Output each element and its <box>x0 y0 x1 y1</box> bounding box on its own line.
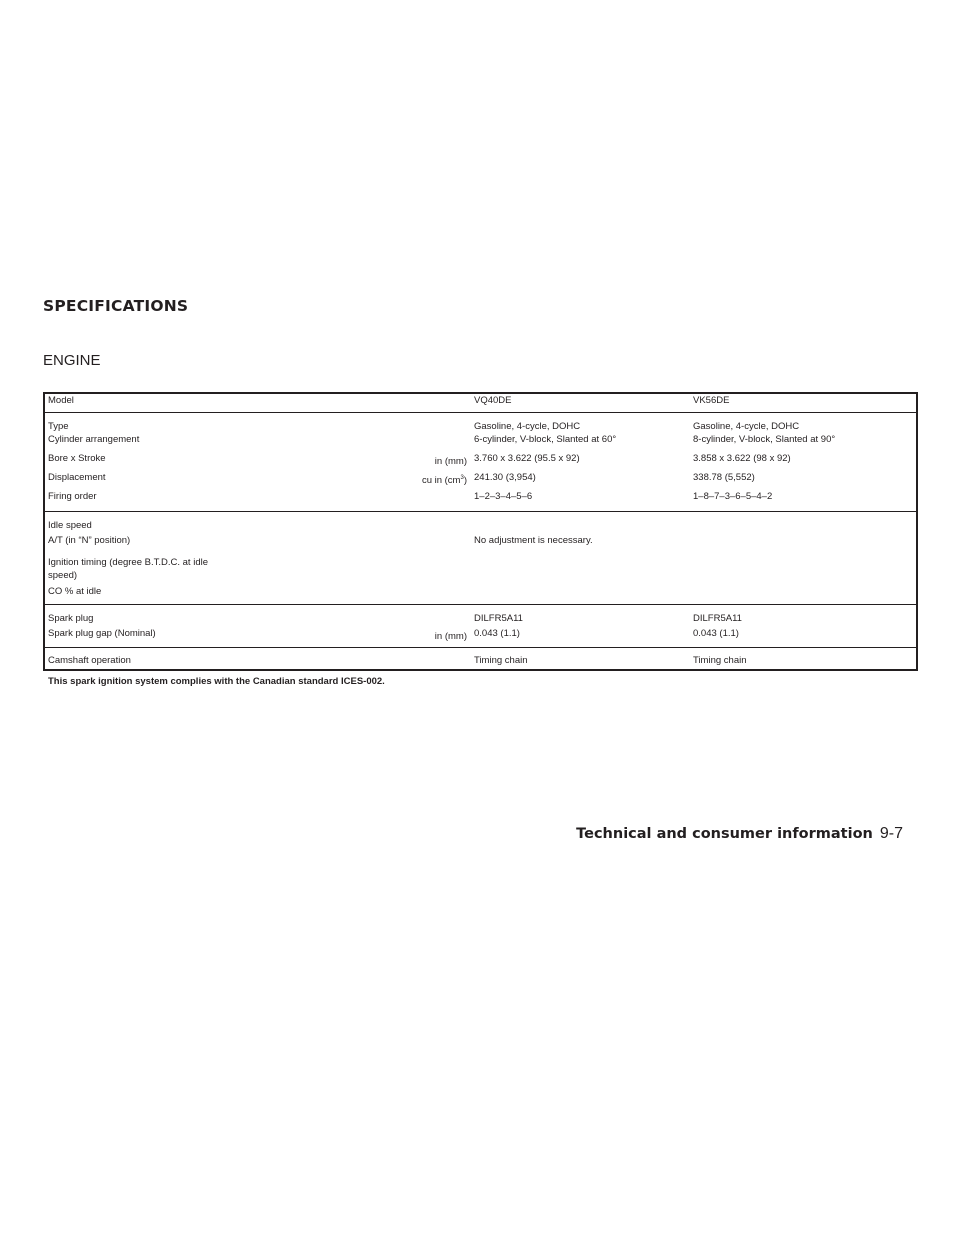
footnote: This spark ignition system complies with the Canadian standard ICES-002. <box>48 676 385 687</box>
row-col1: Timing chain <box>471 648 690 670</box>
row-col1: DILFR5A11 <box>471 605 690 627</box>
row-col2: Gasoline, 4-cycle, DOHC <box>690 412 917 433</box>
row-col1: No adjustment is necessary. <box>474 534 593 546</box>
table-row <box>44 648 917 670</box>
section-title: SPECIFICATIONS <box>43 297 189 315</box>
row-col2: DILFR5A11 <box>690 605 917 627</box>
row-unit: in (mm) <box>434 455 467 467</box>
row-label: Spark plug gap (Nominal) <box>48 627 156 639</box>
row-col1: 3.760 x 3.622 (95.5 x 92) <box>474 452 580 464</box>
header-col1: VQ40DE <box>474 395 512 406</box>
row-unit: in (mm) <box>434 630 467 642</box>
table-row <box>44 433 917 452</box>
subsection-title: ENGINE <box>43 352 101 369</box>
row-col1: Gasoline, 4-cycle, DOHC <box>471 412 690 433</box>
header-col2: VK56DE <box>693 395 730 406</box>
row-unit: cu in $(cm^3)$ <box>421 474 467 486</box>
row-label: Ignition timing (degree B.T.D.C. at idle speed) <box>48 556 208 581</box>
row-col2: Timing chain <box>690 648 917 670</box>
chapter-title: Technical and consumer information <box>576 826 873 842</box>
table-row <box>44 585 917 605</box>
row-col2: 8-cylinder, V-block, Slanted at 90° <box>693 433 836 445</box>
row-label: Spark plug <box>48 613 94 624</box>
table-row <box>44 553 917 585</box>
table-header-row <box>44 393 917 412</box>
row-col2: 3.858 x 3.622 (98 x 92) <box>693 452 791 464</box>
row-col2: 0.043 (1.1) <box>693 627 739 639</box>
table-row <box>44 490 917 512</box>
table-row <box>44 512 917 534</box>
table-row <box>44 452 917 471</box>
row-label: A/T (in “N” position) <box>48 534 131 546</box>
page-footer <box>576 825 903 843</box>
row-label: Idle speed <box>48 520 92 531</box>
row-label: Firing order <box>48 490 97 502</box>
row-col1: 0.043 (1.1) <box>474 627 520 639</box>
row-label: Displacement <box>48 471 106 483</box>
page-number: 9-7 <box>879 825 903 842</box>
row-label: Camshaft operation <box>48 655 131 666</box>
table-row <box>44 412 917 433</box>
table-row <box>44 627 917 648</box>
row-col1: 6-cylinder, V-block, Slanted at 60° <box>474 433 617 445</box>
table-row <box>44 471 917 490</box>
row-col2: 338.78 (5,552) <box>693 471 755 483</box>
row-label: Bore x Stroke <box>48 452 106 464</box>
row-col1: 1–2–3–4–5–6 <box>474 490 533 502</box>
engine-spec-table <box>43 392 918 671</box>
table-row <box>44 534 917 553</box>
row-label: CO % at idle <box>48 585 102 597</box>
row-col2: 1–8–7–3–6–5–4–2 <box>693 490 773 502</box>
header-label: Model <box>48 395 74 406</box>
row-label: Type <box>48 420 69 432</box>
row-col1: 241.30 (3,954) <box>474 471 536 483</box>
table-row <box>44 605 917 627</box>
row-label: Cylinder arrangement <box>48 433 140 445</box>
